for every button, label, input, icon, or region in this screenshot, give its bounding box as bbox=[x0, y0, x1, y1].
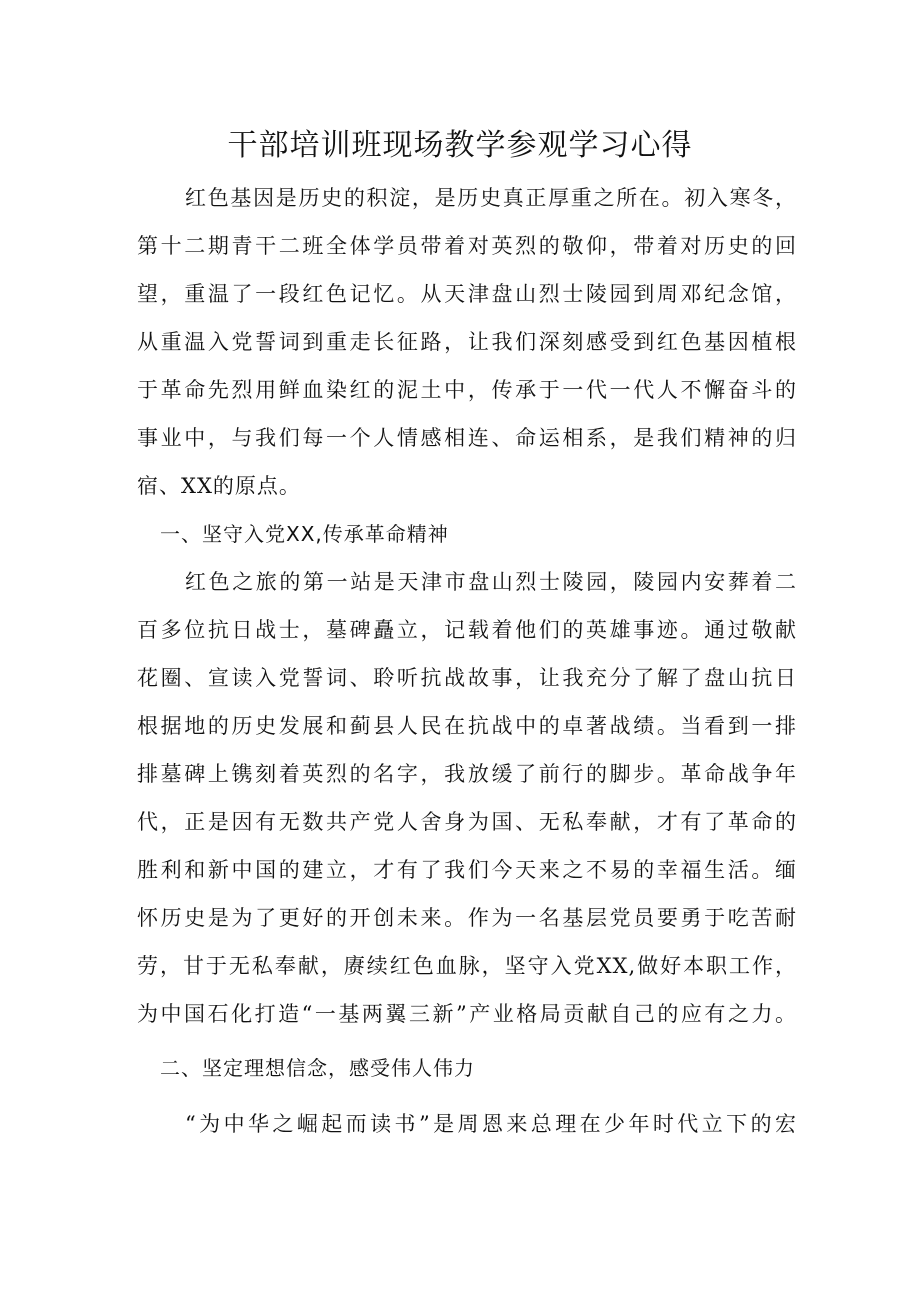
paragraph-line: 根据地的历史发展和蓟县人民在抗战中的卓著战绩。当看到一排 bbox=[137, 714, 797, 738]
paragraph-line: 花圈、宣读入党誓词、聆听抗战故事，让我充分了解了盘山抗日 bbox=[137, 666, 797, 690]
section-heading-2: 二、坚定理想信念，感受伟人伟力 bbox=[160, 1056, 475, 1080]
section-heading-1: 一、坚守入党XX,传承革命精神 bbox=[160, 522, 449, 546]
paragraph-line: 红色之旅的第一站是天津市盘山烈士陵园，陵园内安葬着二 bbox=[185, 570, 797, 594]
paragraph-line: 百多位抗日战士，墓碑矗立，记载着他们的英雄事迹。通过敬献 bbox=[137, 618, 797, 642]
paragraph-line: 为中国石化打造“一基两翼三新”产业格局贡献自己的应有之力。 bbox=[137, 1002, 797, 1026]
paragraph-line: 从重温入党誓词到重走长征路，让我们深刻感受到红色基因植根 bbox=[137, 330, 797, 354]
paragraph-line: “为中华之崛起而读书”是周恩来总理在少年时代立下的宏 bbox=[185, 1112, 797, 1136]
paragraph-line: 胜利和新中国的建立，才有了我们今天来之不易的幸福生活。缅 bbox=[137, 858, 797, 882]
paragraph-line: 于革命先烈用鲜血染红的泥土中，传承于一代一代人不懈奋斗的 bbox=[137, 378, 797, 402]
paragraph-line: 望，重温了一段红色记忆。从天津盘山烈士陵园到周邓纪念馆， bbox=[137, 282, 797, 306]
paragraph-line: 排墓碑上镌刻着英烈的名字，我放缓了前行的脚步。革命战争年 bbox=[137, 762, 797, 786]
paragraph-line: 劳，甘于无私奉献，赓续红色血脉，坚守入党XX,做好本职工作， bbox=[137, 954, 797, 978]
paragraph-line: 宿、XX的原点。 bbox=[137, 474, 301, 498]
paragraph-line: 代，正是因有无数共产党人舍身为国、无私奉献，才有了革命的 bbox=[137, 810, 797, 834]
paragraph-line: 红色基因是历史的积淀，是历史真正厚重之所在。初入寒冬， bbox=[185, 186, 797, 210]
paragraph-line: 怀历史是为了更好的开创未来。作为一名基层党员要勇于吃苦耐 bbox=[137, 906, 797, 930]
paragraph-line: 第十二期青干二班全体学员带着对英烈的敬仰，带着对历史的回 bbox=[137, 234, 797, 258]
document-title: 干部培训班现场教学参观学习心得 bbox=[227, 128, 693, 163]
paragraph-line: 事业中，与我们每一个人情感相连、命运相系，是我们精神的归 bbox=[137, 426, 797, 450]
